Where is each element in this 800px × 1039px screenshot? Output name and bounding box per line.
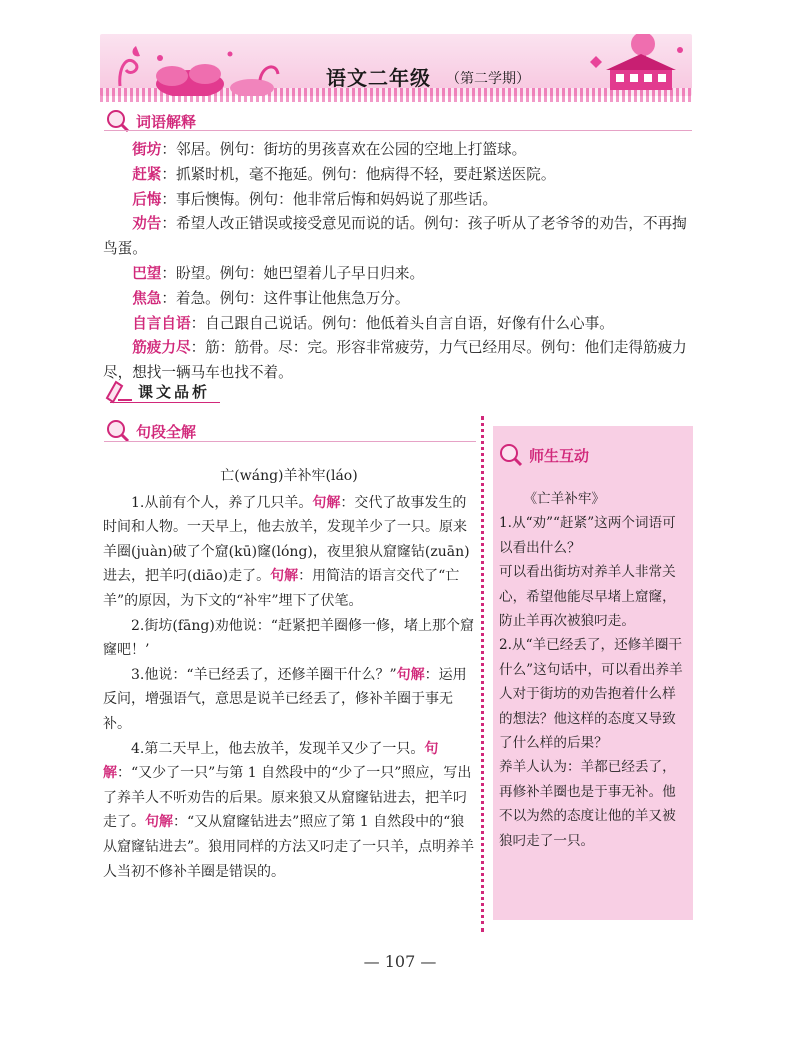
vocab-item: 赶紧：抓紧时机，毫不拖延。例句：他病得不轻，要赶紧送医院。	[132, 165, 556, 183]
vocab-item: 后悔：事后懊悔。例句：他非常后悔和妈妈说了那些话。	[132, 190, 498, 208]
sentence-underline	[104, 441, 476, 442]
story-title: 亡(wáng)羊补牢(láo)	[220, 468, 358, 484]
vocab-item: 劝告：希望人改正错误或接受意见而说的话。例句：孩子听从了老爷爷的劝告，不再掏鸟蛋。	[103, 215, 687, 258]
answer-1: 可以看出街坊对养羊人非常关心，希望他能尽早堵上窟窿，防止羊再次被狼叼走。	[499, 564, 676, 630]
vocab-underline	[104, 130, 692, 131]
answer-2: 养羊人认为：羊都已经丢了，再修补羊圈也是于事无补。他不以为然的态度让他的羊又被狼叼走了一只。	[499, 759, 676, 849]
vocab-item: 自言自语：自己跟自己说话。例句：他低着头自言自语，好像有什么心事。	[132, 314, 614, 332]
panel-title: 《亡羊补牢》	[523, 491, 606, 507]
column-divider	[481, 416, 484, 932]
vocab-item: 巴望：盼望。例句：她巴望着儿子早日归来。	[132, 264, 425, 282]
house-decoration-icon	[580, 34, 692, 96]
sentence-heading: 句段全解	[104, 418, 196, 444]
analysis-underline	[110, 402, 220, 403]
flower-decoration-icon	[100, 36, 300, 96]
analysis-heading: 课文品析	[104, 378, 210, 404]
interaction-content	[499, 487, 689, 853]
page-subtitle: （第二学期）	[446, 71, 530, 87]
paragraph-4: 4.第二天早上，他去放羊，发现羊又少了一只。句解：“又少了一只”与第 1 自然段中的“少了一只”照应，写出了养羊人不听劝告的后果。原来狼又从窟窿钻进去，把羊叼走了。句解：“又从窟窿钻进去”照应了第 1 自然段中的“狼从窟窿钻进去”。狼用同样的方法又叼走了一只羊，点明养羊人当初不修补羊圈是错误的。	[103, 740, 475, 880]
interaction-heading: 师生互动	[497, 442, 589, 468]
magnifier-icon	[497, 442, 523, 468]
page-number: — 107 —	[363, 952, 437, 971]
vocab-item: 筋疲力尽：筋：筋骨。尽：完。形容非常疲劳，力气已经用尽。例句：他们走得筋疲力尽，想找一辆马车也找不着。	[103, 339, 687, 382]
vocab-item: 焦急：着急。例句：这件事让他焦急万分。	[132, 289, 410, 307]
page-title: 语文二年级	[326, 66, 431, 90]
vocab-list	[103, 138, 693, 386]
paragraph-2: 2.街坊(fāng)劝他说：“赶紧把羊圈修一修，堵上那个窟窿吧！’	[103, 617, 474, 659]
question-2: 2.从“羊已经丢了，还修羊圈干什么”这句话中，可以看出养羊人对于街坊的劝告抱着什么样的想法？他这样的态度又导致了什么样的后果？	[499, 637, 683, 752]
vocab-item: 街坊：邻居。例句：街坊的男孩喜欢在公园的空地上打篮球。	[132, 141, 527, 158]
vocab-heading: 词语解释	[104, 108, 196, 134]
paragraph-3: 3.他说：“羊已经丢了，还修羊圈干什么？”句解：运用反问，增强语气，意思是说羊已经丢了，修补羊圈于事无补。	[103, 666, 467, 732]
paragraph-1: 1.从前有个人，养了几只羊。句解：交代了故事发生的时间和人物。一天早上，他去放羊，发现羊少了一只。原来羊圈(juàn)破了个窟(kū)窿(lóng)，夜里狼从窟窿钻(zuān)进去，把羊叼(diāo)走了。句解：用简洁的语言交代了“亡羊”的原因，为下文的“补牢”埋下了伏笔。	[103, 494, 470, 609]
question-1: 1.从“劝”“赶紧”这两个词语可以看出什么？	[499, 515, 676, 556]
pencil-book-icon	[104, 378, 134, 404]
sentence-analysis	[103, 464, 475, 884]
